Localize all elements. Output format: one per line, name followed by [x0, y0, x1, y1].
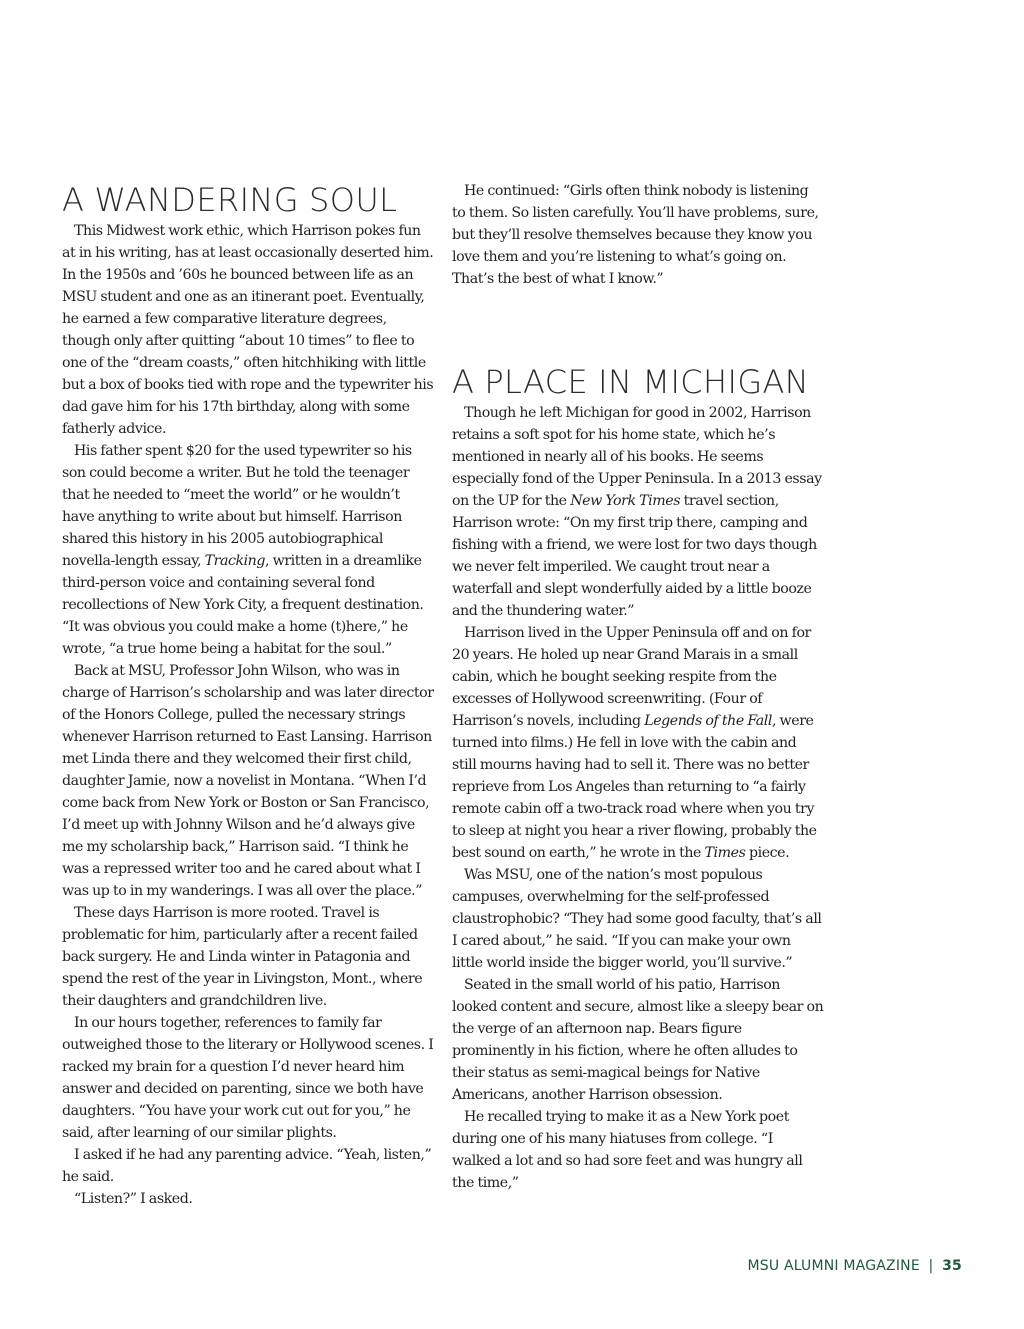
book-title: Tracking — [204, 553, 265, 569]
paragraph: Harrison lived in the Upper Peninsula off and on for 20 years. He holed up near Grand Marais in a small cabin, which he bought seeking respite from the excesses of Hollywood screenwriting. (Four of Harrison’s novels, including Legends of the Fall, were turned into films.) He fell in love with the cabin and still mourns having had to sell it. There was no better reprieve from Los Angeles than returning to “a fairly remote cabin off a two-track road where when you try to sleep at night you hear a river flowing, probably the best sound on earth,” he wrote in the Times piece. — [452, 625, 817, 861]
paragraph: These days Harrison is more rooted. Travel is problematic for him, particularly after a recent failed back surgery. He and Linda winter in Patagonia and spend the rest of the year in Livingston, Mont., where their daughters and grandchildren live. — [62, 905, 423, 1009]
paragraph: Seated in the small world of his patio, Harrison looked content and secure, almost like a sleepy bear on the verge of an afternoon nap. Bears figure prominently in his fiction, where he often alludes to their status as semi-magical beings for Native Americans, another Harrison obsession. — [452, 977, 824, 1103]
paragraph: He continued: “Girls often think nobody is listening to them. So listen carefully. You’ll have problems, sure, but they’ll resolve themselves because they know you love them and you’re listening to what’s going on. That’s the best of what I know.” — [452, 183, 819, 287]
paragraph: He recalled trying to make it as a New York poet during one of his many hiatuses from college. “I walked a lot and so had sore feet and was hungry all the time,” — [452, 1109, 803, 1191]
page-number: 35 — [942, 1258, 962, 1274]
paragraph: This Midwest work ethic, which Harrison pokes fun at in his writing, has at least occasionally deserted him. In the 1950s and ’60s he bounced between life as an MSU student and one as an itinerant poet. Eventually, he earned a few comparative literature degrees, though only after quitting “about 10 times” to flee to one of the “dream coasts,” often hitchhiking with little but a box of books tied with rope and the typewriter his dad gave him for his 17th birthday, along with some fatherly advice. — [62, 223, 434, 437]
footer-publication: ALUMNI MAGAZINE — [783, 1258, 920, 1274]
film-title: Legends of the Fall — [644, 713, 772, 729]
publication-title: Times — [704, 845, 746, 861]
right-column — [452, 180, 824, 1194]
paragraph: His father spent $20 for the used typewriter so his son could become a writer. But he told the teenager that he needed to “meet the world” or he wouldn’t have anything to write about but himself. Harrison shared this history in his 2005 autobiographical novella-length essay, Tracking, written in a dreamlike third-person voice and containing several fond recollections of New York City, a frequent destination. “It was obvious you could make a home (t)here,” he wrote, “a true home being a habitat for the soul.” — [62, 443, 424, 657]
section-heading-place-in-michigan: A PLACE IN MICHIGAN — [452, 363, 810, 401]
paragraph: In our hours together, references to family far outweighed those to the literary or Hollywood scenes. I racked my brain for a question I’d never heard him answer and decided on parenting, since we both have daughters. “You have your work cut out for you,” he said, after learning of our similar plights. — [62, 1015, 434, 1141]
paragraph: Though he left Michigan for good in 2002, Harrison retains a soft spot for his home state, which he’s mentioned in nearly all of his books. He seems especially fond of the Upper Peninsula. In a 2013 essay on the UP for the New York Times travel section, Harrison wrote: “On my first trip there, camping and fishing with a friend, we were lost for two days though we never felt imperiled. We caught trout near a waterfall and slept wonderfully aided by a little booze and the thundering water.” — [452, 405, 822, 619]
paragraph: “Listen?” I asked. — [74, 1191, 193, 1207]
left-column — [62, 180, 435, 1210]
footer-brand: MSU — [747, 1258, 780, 1274]
paragraph: I asked if he had any parenting advice. “Yeah, listen,” he said. — [62, 1147, 432, 1185]
section-spacer — [452, 290, 824, 362]
paragraph: Back at MSU, Professor John Wilson, who was in charge of Harrison’s scholarship and was later director of the Honors College, pulled the necessary strings whenever Harrison returned to East Lansing. Harrison met Linda there and they welcomed their first child, daughter Jamie, now a novelist in Montana. “When I’d come back from New York or Boston or San Francisco, I’d meet up with Johnny Wilson and he’d always give me my scholarship back,” Harrison said. “I think he was a repressed writer too and he cared about what I was up to in my wanderings. I was all over the place.” — [62, 663, 434, 899]
publication-title: New York Times — [570, 493, 681, 509]
footer-separator: | — [928, 1258, 934, 1274]
paragraph: Was MSU, one of the nation’s most populous campuses, overwhelming for the self-professed claustrophobic? “They had some good faculty, that’s all I cared about,” he said. “If you can make your own little world inside the bigger world, you’ll survive.” — [452, 867, 822, 971]
section-heading-wandering-soul: A WANDERING SOUL — [62, 181, 398, 219]
page-footer — [747, 1258, 962, 1274]
